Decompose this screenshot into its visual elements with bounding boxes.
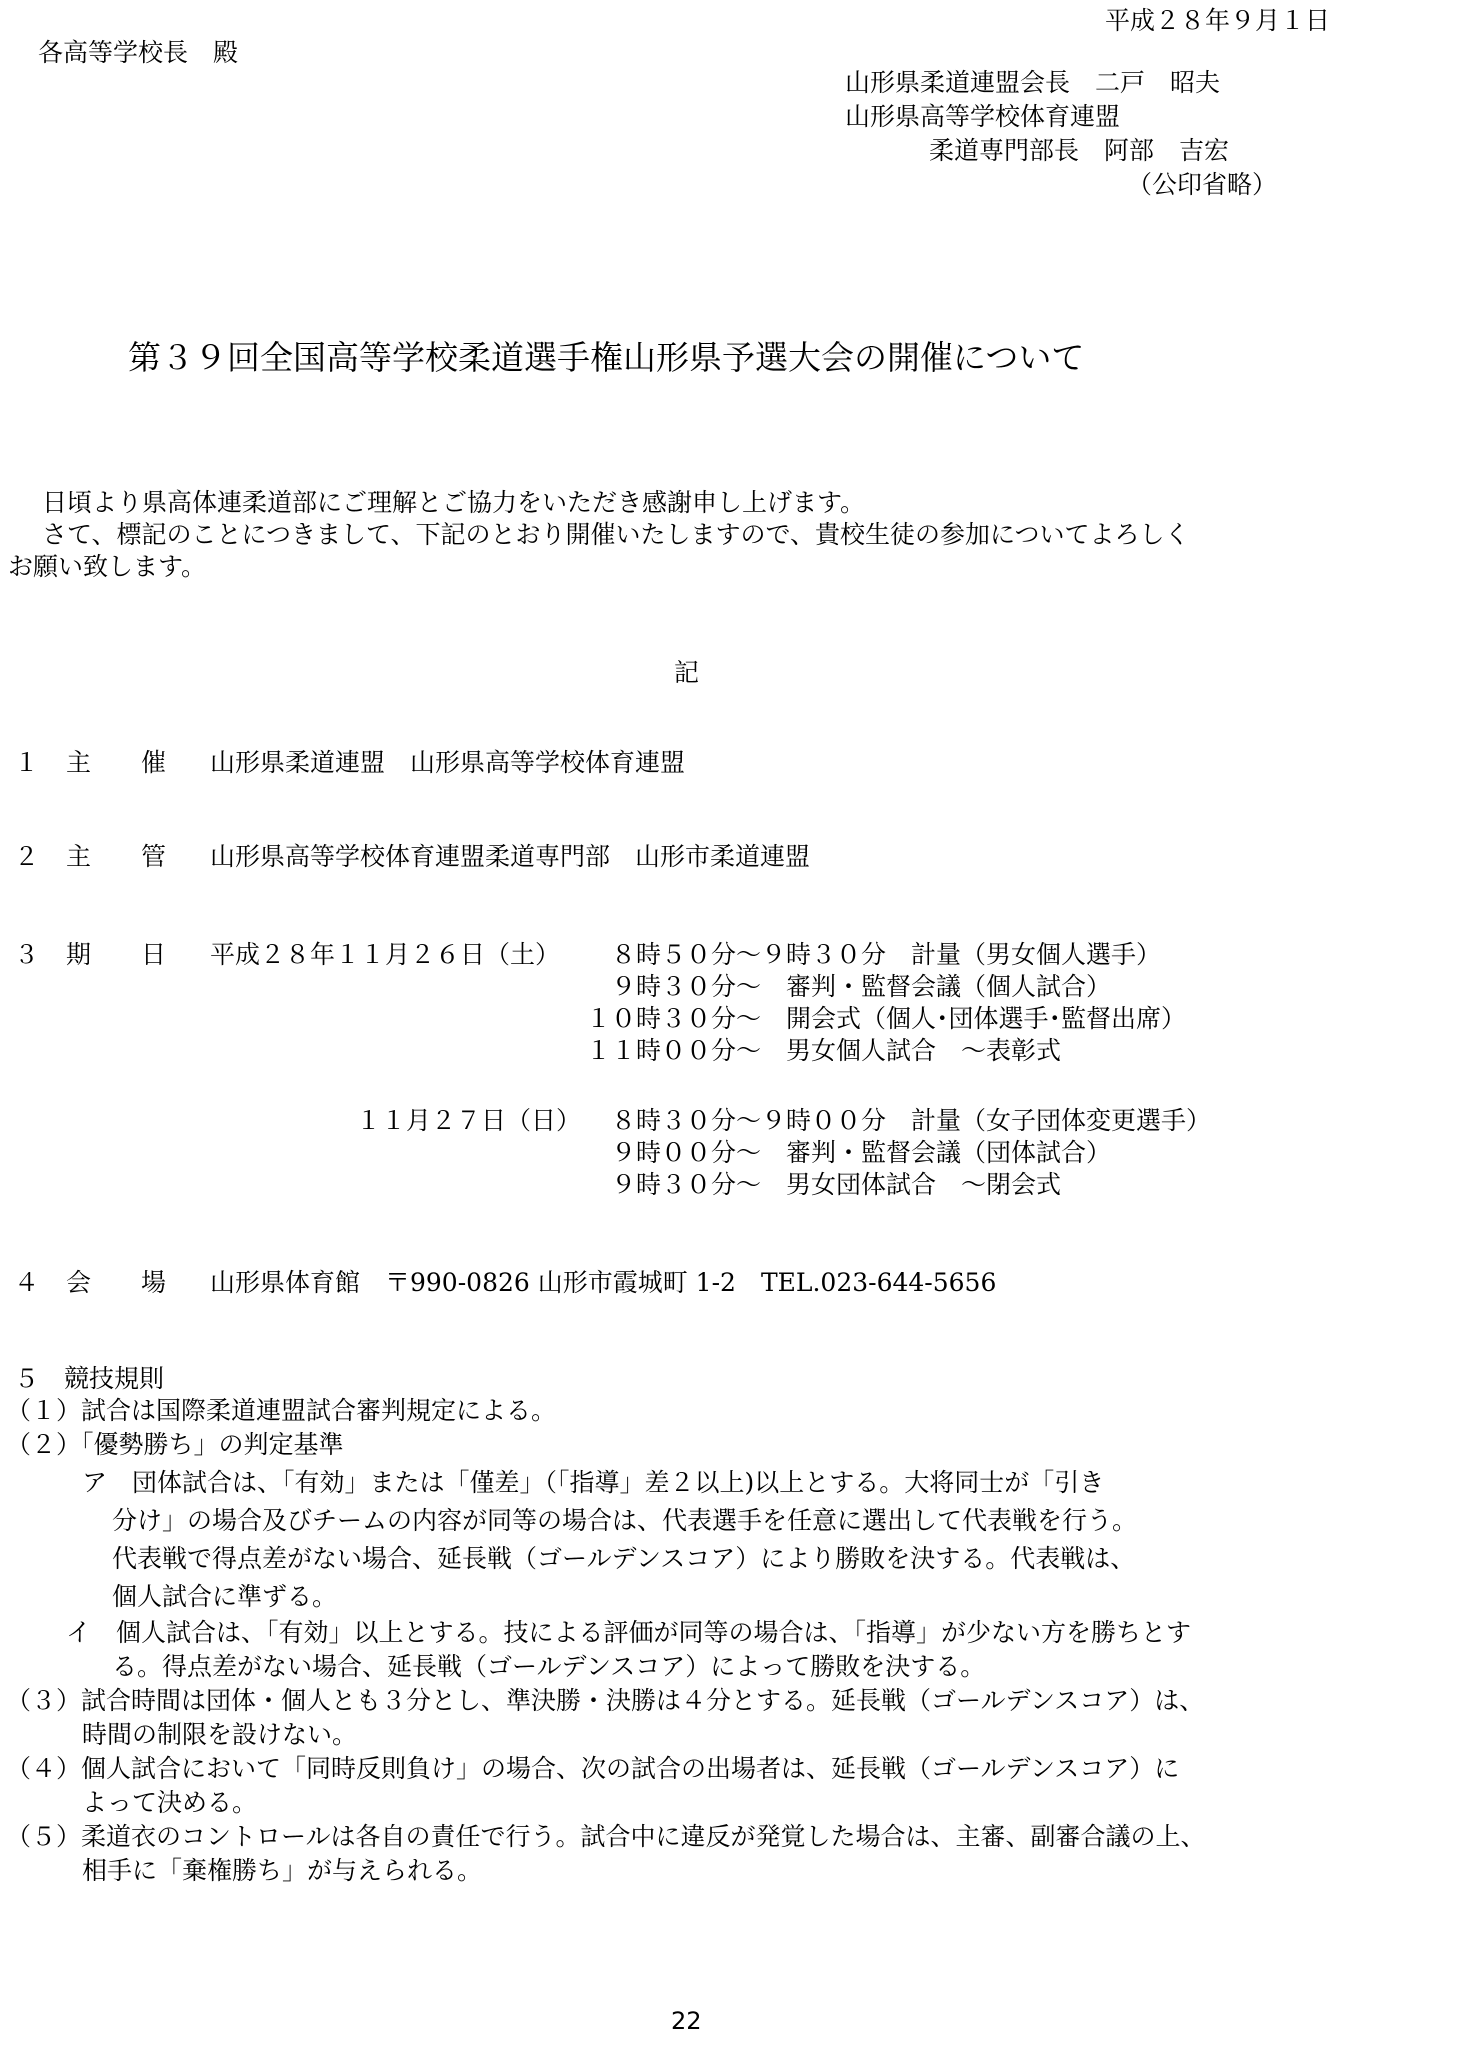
rule-2b-line: る。得点差がない場合、延長戦（ゴールデンスコア）によって勝敗を決する。	[112, 1652, 986, 1681]
document-title: 第３９回全国高等学校柔道選手権山形県予選大会の開催について	[128, 338, 1085, 377]
intro-line-2: さて、標記のことにつきまして、下記のとおり開催いたしますので、貴校生徒の参加についてよろしく	[42, 520, 1190, 549]
sender-line-2: 山形県高等学校体育連盟	[845, 102, 1121, 131]
intro-line-1: 日頃より県高体連柔道部にご理解とご協力をいただき感謝申し上げます。	[42, 488, 866, 517]
rule-3-line: （３）試合時間は団体・個人とも３分とし、準決勝・決勝は４分とする。延長戦（ゴールデンスコア）は、	[6, 1686, 1205, 1715]
day1-schedule-row: ９時３０分～ 審判・監督会議（個人試合）	[611, 972, 1112, 1001]
day2-date: １１月２７日（日）	[356, 1106, 582, 1135]
rule-2a-line: 分け」の場合及びチームの内容が同等の場合は、代表選手を任意に選出して代表戦を行う。	[112, 1506, 1138, 1535]
rule-2a-line: 個人試合に準ずる。	[112, 1582, 338, 1611]
rule-5-line: （５）柔道衣のコントロールは各自の責任で行う。試合中に違反が発覚した場合は、主審、副審合議の上、	[6, 1822, 1206, 1851]
day2-schedule-row: ９時３０分～ 男女団体試合 ～閉会式	[611, 1170, 1062, 1199]
rule-3-line: 時間の制限を設けない。	[82, 1720, 358, 1749]
day1-schedule-row: １１時００分～ 男女個人試合 ～表彰式	[586, 1036, 1062, 1065]
seal-note: （公印省略）	[1127, 170, 1278, 199]
rule-2b-line: イ 個人試合は、「有効」以上とする。技による評価が同等の場合は、「指導」が少ない方を勝ちとす	[66, 1618, 1192, 1647]
item-1-label: 主 催	[66, 748, 167, 777]
intro-line-3: お願い致します。	[8, 552, 207, 581]
day1-schedule-row: １０時３０分～ 開会式（個人･団体選手･監督出席）	[586, 1004, 1187, 1033]
rule-4-line: （４）個人試合において「同時反則負け」の場合、次の試合の出場者は、延長戦（ゴールデンスコア）に	[6, 1754, 1180, 1783]
item-4-number: ４	[14, 1268, 40, 1297]
item-3-label: 期 日	[66, 940, 167, 969]
item-4-label: 会 場	[66, 1268, 167, 1297]
sender-line-3: 柔道専門部長 阿部 吉宏	[929, 136, 1230, 165]
rule-2a-line: ア 団体試合は、「有効」または「僅差」（「指導」差２以上)以上とする。大将同士が「引き	[82, 1468, 1105, 1497]
document-date: 平成２８年９月１日	[1105, 6, 1331, 35]
rule-5-line: 相手に「棄権勝ち」が与えられる。	[82, 1856, 483, 1885]
item-4-value: 山形県体育館 〒990-0826 山形市霞城町 1-2 TEL.023-644-5656	[210, 1268, 997, 1297]
ki-marker: 記	[674, 658, 700, 687]
recipient: 各高等学校長 殿	[38, 38, 239, 67]
sender-line-1: 山形県柔道連盟会長 二戸 昭夫	[845, 68, 1221, 97]
day2-schedule-row: ９時００分～ 審判・監督会議（団体試合）	[611, 1138, 1112, 1167]
rule-2a-line: 代表戦で得点差がない場合、延長戦（ゴールデンスコア）により勝敗を決する。代表戦は、	[112, 1544, 1136, 1573]
item-2-label: 主 管	[66, 842, 167, 871]
item-2-number: ２	[14, 842, 40, 871]
day2-schedule-row: ８時３０分～９時００分 計量（女子団体変更選手）	[611, 1106, 1212, 1135]
item-3-number: ３	[14, 940, 40, 969]
item-2-value: 山形県高等学校体育連盟柔道専門部 山形市柔道連盟	[210, 842, 811, 871]
page-number: 22	[671, 2007, 702, 2035]
day1-date: 平成２８年１１月２６日（土）	[210, 940, 561, 969]
item-5-heading: ５ 競技規則	[14, 1364, 165, 1393]
item-1-value: 山形県柔道連盟 山形県高等学校体育連盟	[210, 748, 686, 777]
rule-4-line: よって決める。	[82, 1788, 258, 1817]
day1-schedule-row: ８時５０分～９時３０分 計量（男女個人選手）	[611, 940, 1162, 969]
item-1-number: １	[14, 748, 40, 777]
rule-1: （１）試合は国際柔道連盟試合審判規定による。	[6, 1396, 557, 1425]
rule-2: （２）「優勢勝ち」の判定基準	[6, 1430, 344, 1459]
